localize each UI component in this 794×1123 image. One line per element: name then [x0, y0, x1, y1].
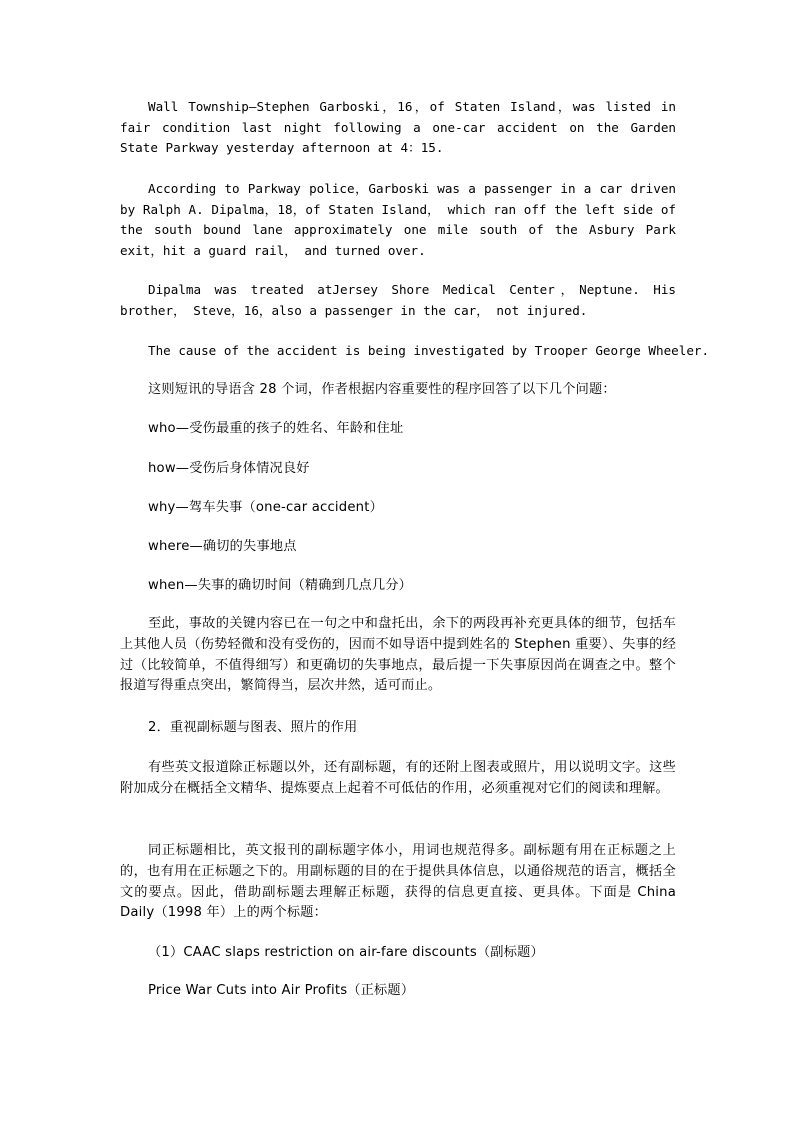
- news-paragraph-lead: Wall Township—Stephen Garboski，16，of Staten Island，was listed in fair condition last night following a one-car accident on the Garden State Parkway yesterday afternoon at 4：15.: [120, 99, 676, 156]
- question-why: why—驾车失事（one-car accident）: [148, 500, 383, 515]
- subtitle-comparison-paragraph: 同正标题相比，英文报刊的副标题字体小，用词也规范得多。副标题有用在正标题之上的，也有用在正标题之下的。用副标题的目的在于提供具体信息，以通俗规范的语言，概括全文的要点。因此，借助副标题去理解正标题，获得的信息更直接、更具体。下面是 China Daily（1998 年）上的两个标题：: [120, 843, 676, 921]
- analysis-summary-paragraph: 至此，事故的关键内容已在一句之中和盘托出，余下的两段再补充更具体的细节，包括车上其他人员（伤势轻微和没有受伤的，因而不如导语中提到姓名的 Stephen 重要）、失事的经过（比较简单，不值得细写）和更确切的失事地点，最后提一下失事原因尚在调查之中。整个报道写得重点突出，繁简得当，层次井然，适可而止。: [120, 616, 676, 694]
- question-who: who—受伤最重的孩子的姓名、年龄和住址: [148, 421, 404, 436]
- example-subtitle: （1）CAAC slaps restriction on air-fare discounts（副标题）: [148, 945, 544, 960]
- news-paragraph-treatment: Dipalma was treated atJersey Shore Medical Center，Neptune. His brother， Steve，16，also a passenger in the car， not injured.: [120, 282, 676, 318]
- example-main-title: Price War Cuts into Air Profits（正标题）: [148, 983, 415, 998]
- news-paragraph-cause: The cause of the accident is being investigated by Trooper George Wheeler.: [148, 343, 710, 358]
- question-how: how—受伤后身体情况良好: [148, 461, 310, 476]
- section-heading: 2．重视副标题与图表、照片的作用: [148, 720, 358, 735]
- question-when: when—失事的确切时间（精确到几点几分）: [148, 578, 413, 593]
- question-where: where—确切的失事地点: [148, 539, 297, 554]
- analysis-intro: 这则短讯的导语含 28 个词，作者根据内容重要性的程序回答了以下几个问题：: [148, 382, 616, 397]
- news-paragraph-police-report: According to Parkway police，Garboski was a passenger in a car driven by Ralph A. Dipalma，18，of Staten Island， which ran off the left side of the south bound lane approximately one mile south of the Asbury Park exit，hit a guard rail， and turned over.: [120, 181, 676, 258]
- subtitle-intro-paragraph: 有些英文报道除正标题以外，还有副标题，有的还附上图表或照片，用以说明文字。这些附加成分在概括全文精华、提炼要点上起着不可低估的作用，必须重视对它们的阅读和理解。: [120, 760, 676, 796]
